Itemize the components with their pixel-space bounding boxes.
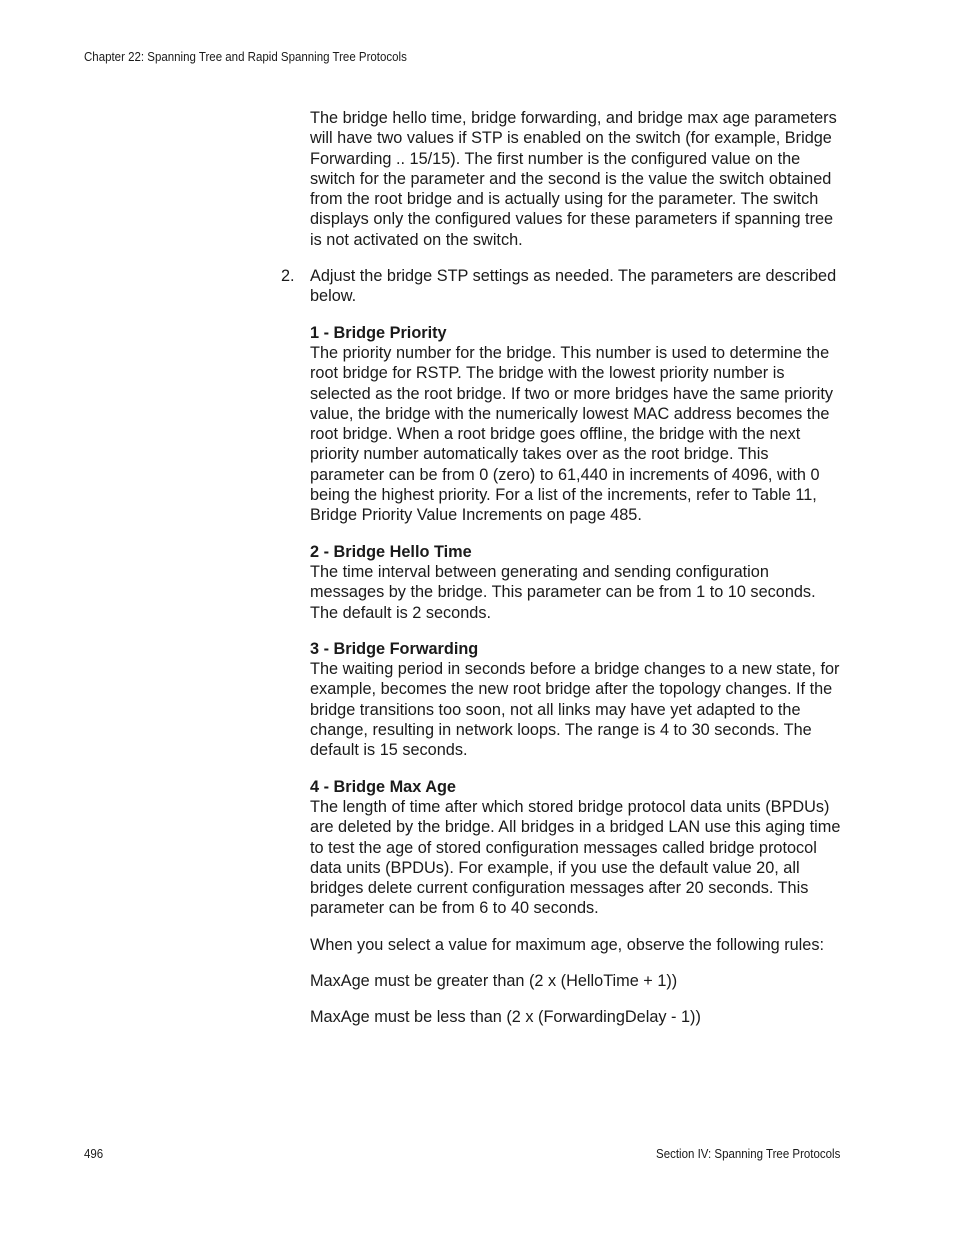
param-title: 3 - Bridge Forwarding bbox=[310, 639, 479, 658]
param-title: 4 - Bridge Max Age bbox=[310, 777, 456, 796]
param-description: The priority number for the bridge. This number is used to determine the root bridge for RSTP. The bridge with the lowest priority number is selected as the root bridge. If two or more bridges have the same priority value, the bridge with the numerically lowest MAC address becomes the root bridge. When a root bridge goes offline, the bridge with the next priority number automatically takes over as the root bridge. This parameter can be from 0 (zero) to 61,440 in increments of 4096, with 0 being the highest priority. For a list of the increments, refer to Table 11, Bridge Priority Value Increments on page 485. bbox=[310, 343, 834, 525]
param-description: The waiting period in seconds before a bridge changes to a new state, for example, becomes the new root bridge after the topology changes. If the bridge transitions too soon, not all links may have yet adapted to the change, resulting in network loops. The range is 4 to 30 seconds. The default is 15 seconds. bbox=[310, 660, 840, 760]
step-text: Adjust the bridge STP settings as needed. The parameters are described below. bbox=[310, 267, 837, 306]
step-number: 2. bbox=[281, 267, 295, 286]
param-description: The time interval between generating and sending configuration messages by the bridge. This parameter can be from 1 to 10 seconds. The default is 2 seconds. bbox=[310, 562, 816, 622]
param-bridge-max-age bbox=[310, 777, 846, 919]
page-number: 496 bbox=[84, 1147, 104, 1161]
rule-max-age-greater: MaxAge must be greater than (2 x (HelloTime + 1)) bbox=[310, 971, 678, 990]
param-title: 1 - Bridge Priority bbox=[310, 323, 447, 342]
param-title: 2 - Bridge Hello Time bbox=[310, 542, 472, 561]
param-description: The length of time after which stored bridge protocol data units (BPDUs) are deleted by the bridge. All bridges in a bridged LAN use this aging time to test the age of stored configuration messages called bridge protocol data units (BPDUs). For example, if you use the default value 20, all bridges delete current configuration messages after 20 seconds. This parameter can be from 6 to 40 seconds. bbox=[310, 797, 841, 918]
page-body bbox=[281, 108, 846, 1044]
rule-max-age-less: MaxAge must be less than (2 x (ForwardingDelay - 1)) bbox=[310, 1008, 701, 1027]
param-bridge-forwarding bbox=[310, 639, 846, 761]
step-2 bbox=[281, 266, 846, 307]
running-header: Chapter 22: Spanning Tree and Rapid Spanning Tree Protocols bbox=[84, 50, 407, 64]
rules-intro: When you select a value for maximum age, observe the following rules: bbox=[310, 935, 825, 954]
section-footer: Section IV: Spanning Tree Protocols bbox=[655, 1147, 840, 1161]
intro-paragraph: The bridge hello time, bridge forwarding, and bridge max age parameters will have two values if STP is enabled on the switch (for example, Bridge Forwarding .. 15/15). The first number is the configured value on the switch for the parameter and the second is the value the switch obtained from the root bridge and is actually using for the parameter. The switch displays only the configured values for these parameters if spanning tree is not activated on the switch. bbox=[310, 109, 837, 249]
param-bridge-hello-time bbox=[310, 542, 846, 623]
param-bridge-priority bbox=[310, 323, 846, 526]
